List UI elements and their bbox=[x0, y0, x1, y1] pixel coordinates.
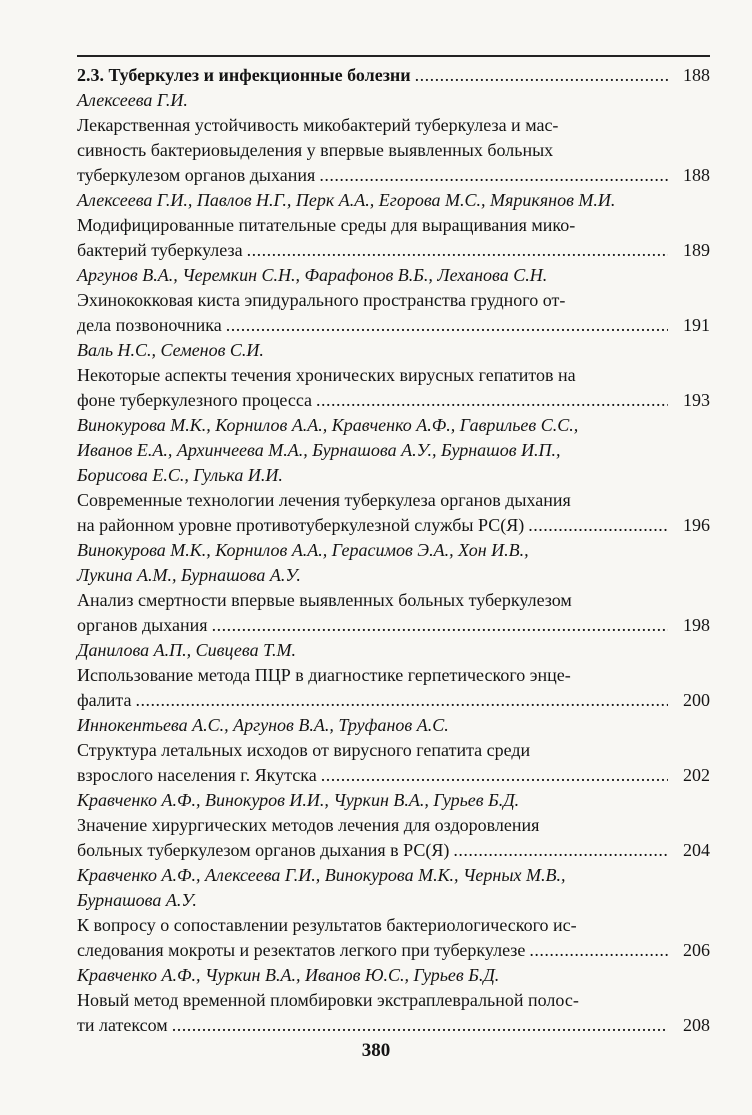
entry-title-line: Лекарственная устойчивость микобактерий туберкулеза и мас- bbox=[77, 115, 559, 135]
table-of-contents bbox=[77, 63, 710, 1038]
dot-leader bbox=[172, 1013, 668, 1038]
entry-title-end: следования мокроты и резектатов легкого при туберкулезе bbox=[77, 940, 526, 960]
entry-title-line: Структура летальных исходов от вирусного гепатита среди bbox=[77, 740, 531, 760]
dot-leader bbox=[136, 688, 668, 713]
entry-authors: Валь Н.С., Семенов С.И. bbox=[77, 340, 264, 360]
section-heading bbox=[77, 63, 710, 88]
entry-last-line bbox=[77, 763, 710, 788]
entry-last-line bbox=[77, 838, 710, 863]
entry-last-line bbox=[77, 163, 710, 188]
entry-authors: Алексеева Г.И. bbox=[77, 90, 188, 110]
entry-title-line: сивность бактериовыделения у впервые выявленных больных bbox=[77, 140, 554, 160]
entry-last-line bbox=[77, 1013, 710, 1038]
entry-title-line: Значение хирургических методов лечения для оздоровления bbox=[77, 815, 540, 835]
dot-leader bbox=[316, 388, 668, 413]
dot-leader bbox=[415, 63, 668, 88]
toc-entry bbox=[77, 88, 710, 213]
entry-page: 188 bbox=[683, 165, 710, 185]
entry-page: 193 bbox=[683, 390, 710, 410]
entry-title-line: Использование метода ПЦР в диагностике герпетического энце- bbox=[77, 665, 571, 685]
entry-authors: Иннокентьева А.С., Аргунов В.А., Труфанов А.С. bbox=[77, 715, 449, 735]
toc-entry bbox=[77, 588, 710, 663]
dot-leader bbox=[226, 313, 668, 338]
toc-entry bbox=[77, 288, 710, 363]
entry-last-line bbox=[77, 513, 710, 538]
entry-title-end: взрослого населения г. Якутска bbox=[77, 765, 317, 785]
toc-entry bbox=[77, 488, 710, 588]
entry-title-end: на районном уровне противотуберкулезной службы РС(Я) bbox=[77, 515, 525, 535]
entry-title-end: дела позвоночника bbox=[77, 315, 222, 335]
entry-authors: Иванов Е.А., Архинчеева М.А., Бурнашова А.У., Бурнашов И.П., bbox=[77, 440, 561, 460]
entry-page: 202 bbox=[683, 765, 710, 785]
section-title: 2.3. Туберкулез и инфекционные болезни bbox=[77, 65, 411, 85]
toc-entry bbox=[77, 913, 710, 988]
entry-authors: Борисова Е.С., Гулька И.И. bbox=[77, 465, 283, 485]
entry-title-line: К вопросу о сопоставлении результатов бактериологического ис- bbox=[77, 915, 577, 935]
entry-title-line: Модифицированные питательные среды для выращивания мико- bbox=[77, 215, 576, 235]
entry-title-line: Новый метод временной пломбировки экстраплевральной полос- bbox=[77, 990, 579, 1010]
page-number: 380 bbox=[361, 1040, 391, 1061]
entry-title-end: фоне туберкулезного процесса bbox=[77, 390, 313, 410]
dot-leader bbox=[247, 238, 668, 263]
dot-leader bbox=[453, 838, 668, 863]
entry-title-end: фалита bbox=[77, 690, 132, 710]
dot-leader bbox=[319, 163, 668, 188]
entry-last-line bbox=[77, 388, 710, 413]
entry-title-line: Анализ смертности впервые выявленных больных туберкулезом bbox=[77, 590, 572, 610]
entry-authors: Кравченко А.Ф., Винокуров И.И., Чуркин В.А., Гурьев Б.Д. bbox=[77, 790, 520, 810]
dot-leader bbox=[212, 613, 668, 638]
entry-page: 200 bbox=[683, 690, 710, 710]
dot-leader bbox=[528, 513, 668, 538]
entry-authors: Данилова А.П., Сивцева Т.М. bbox=[77, 640, 296, 660]
toc-entry bbox=[77, 213, 710, 288]
entry-page: 196 bbox=[683, 515, 710, 535]
entry-last-line bbox=[77, 688, 710, 713]
entry-title-line: Современные технологии лечения туберкулеза органов дыхания bbox=[77, 490, 571, 510]
entry-title-end: больных туберкулезом органов дыхания в РС(Я) bbox=[77, 840, 450, 860]
entry-page: 204 bbox=[683, 840, 710, 860]
entry-page: 191 bbox=[683, 315, 710, 335]
toc-entry bbox=[77, 813, 710, 913]
dot-leader bbox=[529, 938, 668, 963]
entry-last-line bbox=[77, 313, 710, 338]
entry-authors: Лукина А.М., Бурнашова А.У. bbox=[77, 565, 301, 585]
entry-authors: Алексеева Г.И., Павлов Н.Г., Перк А.А., Егорова М.С., Мярикянов М.И. bbox=[77, 190, 616, 210]
toc-entry bbox=[77, 738, 710, 813]
entry-title-line: Некоторые аспекты течения хронических вирусных гепатитов на bbox=[77, 365, 576, 385]
entry-page: 198 bbox=[683, 615, 710, 635]
entry-authors: Винокурова М.К., Корнилов А.А., Кравченко А.Ф., Гаврильев С.С., bbox=[77, 415, 579, 435]
entry-title-end: ти латексом bbox=[77, 1015, 168, 1035]
entry-authors: Кравченко А.Ф., Чуркин В.А., Иванов Ю.С., Гурьев Б.Д. bbox=[77, 965, 500, 985]
top-rule bbox=[77, 55, 710, 57]
section-page: 188 bbox=[683, 65, 710, 85]
entry-last-line bbox=[77, 238, 710, 263]
toc-entry bbox=[77, 363, 710, 488]
dot-leader bbox=[321, 763, 668, 788]
entry-title-end: органов дыхания bbox=[77, 615, 208, 635]
entry-authors: Кравченко А.Ф., Алексеева Г.И., Винокурова М.К., Черных М.В., bbox=[77, 865, 566, 885]
entry-last-line bbox=[77, 938, 710, 963]
entry-authors: Винокурова М.К., Корнилов А.А., Герасимов Э.А., Хон И.В., bbox=[77, 540, 529, 560]
entry-authors: Аргунов В.А., Черемкин С.Н., Фарафонов В.Б., Леханова С.Н. bbox=[77, 265, 548, 285]
entry-title-end: туберкулезом органов дыхания bbox=[77, 165, 316, 185]
entry-page: 189 bbox=[683, 240, 710, 260]
entry-authors: Бурнашова А.У. bbox=[77, 890, 197, 910]
entry-page: 206 bbox=[683, 940, 710, 960]
toc-entry bbox=[77, 663, 710, 738]
toc-entry bbox=[77, 988, 710, 1038]
entry-last-line bbox=[77, 613, 710, 638]
entry-title-end: бактерий туберкулеза bbox=[77, 240, 243, 260]
entry-title-line: Эхинококковая киста эпидурального пространства грудного от- bbox=[77, 290, 566, 310]
entry-page: 208 bbox=[683, 1015, 710, 1035]
